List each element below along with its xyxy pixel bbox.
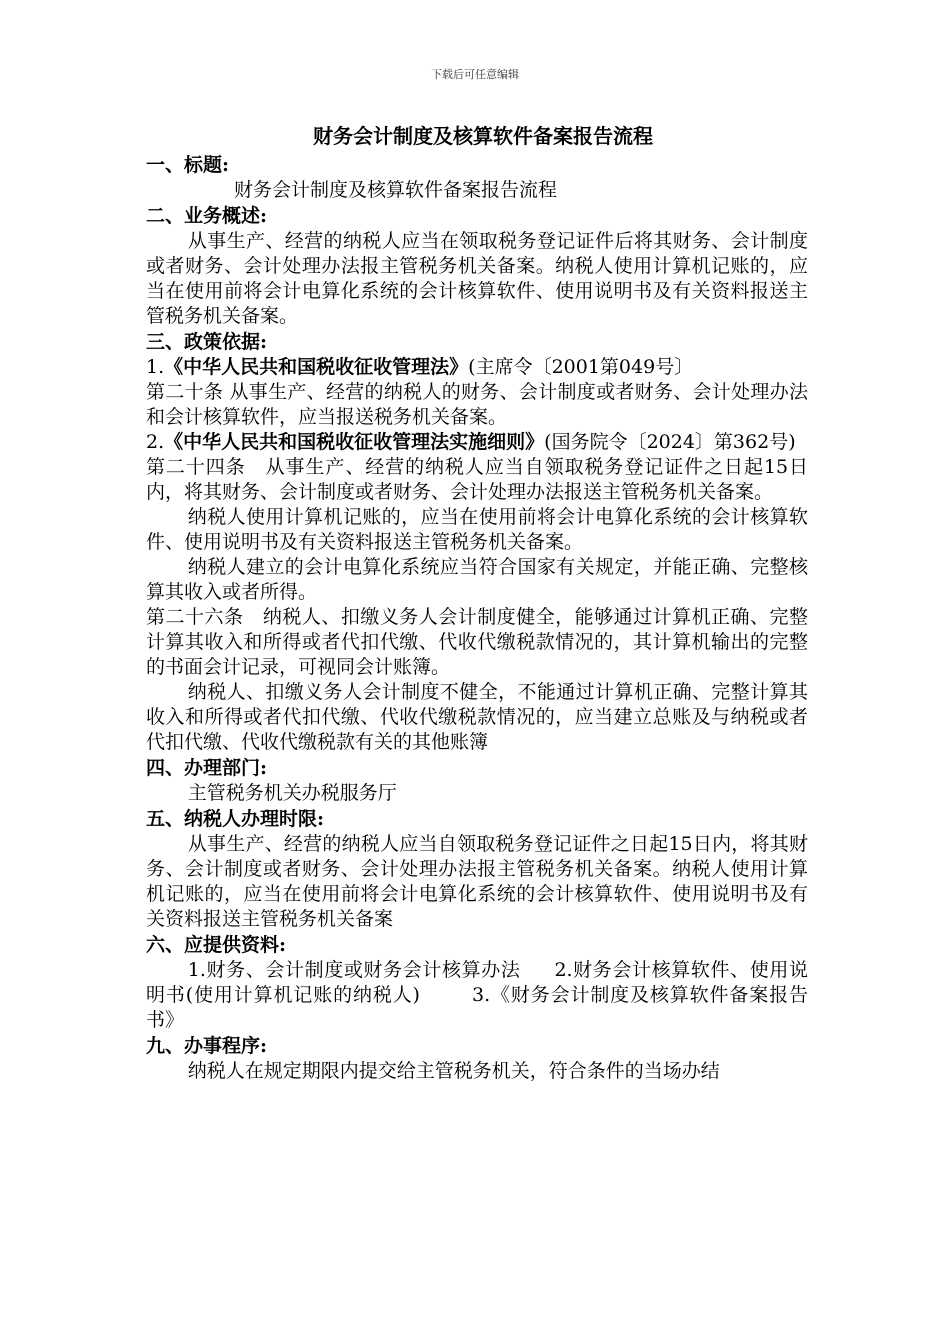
section-5-heading: 五、纳税人办理时限:	[146, 808, 325, 830]
section-2-heading: 二、业务概述:	[146, 205, 268, 227]
section-5-text: 从事生产、经营的纳税人应当自领取税务登记证件之日起15日内，将其财务、会计制度或者财务、会计处理办法报主管税务机关备案。纳税人使用计算机记账的，应当在使用前将会计电算化系统的会计核算软件、使用说明书及有关资料报送主管税务机关备案	[146, 833, 808, 930]
section-4-heading: 四、办理部门:	[146, 757, 268, 779]
article-26: 第二十六条 纳税人、扣缴义务人会计制度健全，能够通过计算机正确、完整计算其收入和所得或者代扣代缴、代收代缴税款情况的，其计算机输出的完整的书面会计记录，可视同会计账簿。	[146, 606, 808, 678]
law-2-name: 《中华人民共和国税收征收管理法实施细则》	[164, 431, 545, 453]
material-item-3: 3.《财务会计制度及核算软件备案报告书》	[146, 984, 808, 1031]
document-body	[146, 122, 808, 1084]
law-2-reference: (国务院令〔2024〕第362号)	[544, 431, 796, 453]
law-1-name: 《中华人民共和国税收征收管理法》	[164, 356, 469, 378]
section-6-heading: 六、应提供资料:	[146, 934, 287, 956]
law-2-number: 2.	[146, 431, 165, 453]
document-title: 财务会计制度及核算软件备案报告流程	[313, 124, 653, 148]
law-1-article-20: 第二十条 从事生产、经营的纳税人的财务、会计制度或者财务、会计处理办法和会计核算软件，应当报送税务机关备案。	[146, 381, 808, 428]
law-1-number: 1.	[146, 356, 165, 378]
article-24-para-3: 纳税人建立的会计电算化系统应当符合国家有关规定，并能正确、完整核算其收入或者所得。	[146, 556, 808, 603]
section-1-heading: 一、标题:	[146, 154, 230, 176]
section-9-heading: 九、办事程序:	[146, 1035, 268, 1057]
section-3-heading: 三、政策依据:	[146, 331, 268, 353]
section-1-text: 财务会计制度及核算软件备案报告流程	[234, 179, 558, 201]
material-item-1: 1.财务、会计制度或财务会计核算办法	[187, 959, 521, 981]
law-2-line	[146, 430, 808, 455]
article-24-para-2: 纳税人使用计算机记账的，应当在使用前将会计电算化系统的会计核算软件、使用说明书及有关资料报送主管税务机关备案。	[146, 506, 808, 553]
law-1-line	[146, 355, 808, 380]
law-1-reference: (主席令〔2001第049号〕	[468, 356, 694, 378]
section-2-text: 从事生产、经营的纳税人应当在领取税务登记证件后将其财务、会计制度或者财务、会计处理办法报主管税务机关备案。纳税人使用计算机记账的，应当在使用前将会计电算化系统的会计核算软件、使用说明书及有关资料报送主管税务机关备案。	[146, 230, 808, 327]
article-24: 第二十四条 从事生产、经营的纳税人应当自领取税务登记证件之日起15日内，将其财务、会计制度或者财务、会计处理办法报送主管税务机关备案。	[146, 456, 808, 503]
header-note: 下载后可任意编辑	[431, 68, 519, 81]
section-4-text: 主管税务机关办税服务厅	[187, 782, 397, 804]
article-26-para-2: 纳税人、扣缴义务人会计制度不健全，不能通过计算机正确、完整计算其收入和所得或者代扣代缴、代收代缴税款情况的，应当建立总账及与纳税或者代扣代缴、代收代缴税款有关的其他账簿	[146, 681, 808, 753]
material-item-2: 2.财务会计核算软件、使用说明书(使用计算机记账的纳税人)	[146, 959, 808, 1006]
section-9-text: 纳税人在规定期限内提交给主管税务机关，符合条件的当场办结	[187, 1060, 720, 1082]
materials-list	[146, 958, 808, 1033]
